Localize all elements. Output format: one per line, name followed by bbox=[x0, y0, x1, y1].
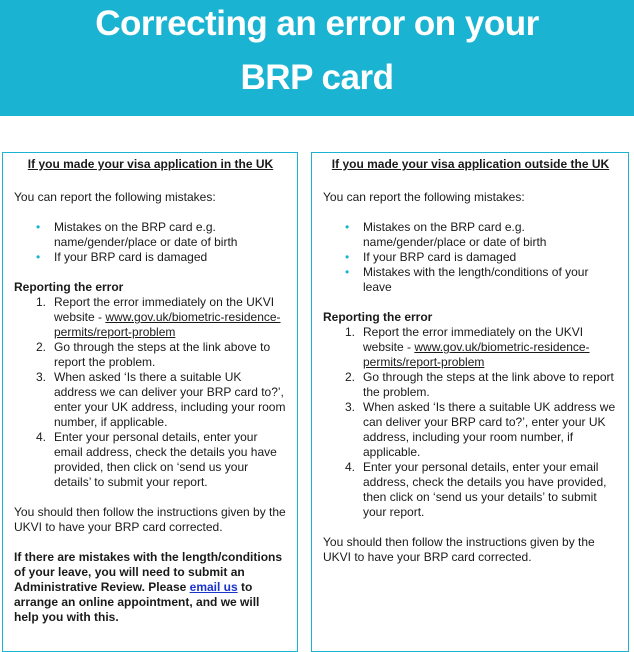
outside-uk-follow-text: You should then follow the instructions given by the UKVI to have your BRP card corrected. bbox=[323, 535, 595, 564]
in-uk-reporting-heading: Reporting the error bbox=[14, 280, 124, 294]
page-title-line-2: BRP card bbox=[240, 58, 394, 97]
outside-uk-reporting-heading: Reporting the error bbox=[323, 310, 433, 324]
step-item: 3. When asked ‘Is there a suitable UK address we can deliver your BRP card to?’, enter your UK address, including your room number, if applicable. bbox=[36, 370, 286, 429]
step-item: 3. When asked ‘Is there a suitable UK address we can deliver your BRP card to?’, enter your UK address, including your room number, if applicable. bbox=[345, 400, 616, 459]
bullet-icon: • bbox=[36, 250, 41, 264]
in-uk-intro: You can report the following mistakes: bbox=[14, 190, 216, 204]
outside-uk-heading: If you made your visa application outside the UK bbox=[331, 157, 610, 171]
email-us-link[interactable]: email us bbox=[189, 580, 238, 594]
list-item: • Mistakes on the BRP card e.g. name/gender/place or date of birth bbox=[345, 220, 547, 249]
in-uk-follow-text: You should then follow the instructions given by the UKVI to have your BRP card corrected. bbox=[14, 505, 286, 534]
page-title-line-1: Correcting an error on your bbox=[95, 4, 539, 43]
step-item: 2. Go through the steps at the link above to report the problem. bbox=[36, 340, 271, 369]
bullet-icon: • bbox=[345, 250, 350, 264]
title-banner bbox=[0, 0, 634, 116]
report-problem-link[interactable]: www.gov.uk/biometric-residence-permits/report-problem bbox=[363, 340, 590, 369]
in-uk-steps-list bbox=[14, 295, 287, 490]
in-uk-column bbox=[2, 152, 298, 652]
step-item: 4. Enter your personal details, enter your email address, check the details you have provided, then click on ‘send us your details’ to submit your report. bbox=[345, 460, 607, 519]
outside-uk-intro: You can report the following mistakes: bbox=[323, 190, 525, 204]
outside-uk-mistakes-list bbox=[323, 220, 618, 295]
list-item: • If your BRP card is damaged bbox=[345, 250, 517, 264]
list-item: • Mistakes with the length/conditions of your leave bbox=[345, 265, 589, 294]
bullet-icon: • bbox=[345, 265, 350, 279]
outside-uk-column bbox=[311, 152, 629, 652]
list-item: • If your BRP card is damaged bbox=[36, 250, 208, 264]
step-item: 2. Go through the steps at the link above to report the problem. bbox=[345, 370, 614, 399]
in-uk-mistakes-list bbox=[14, 220, 287, 265]
in-uk-closing-text: If there are mistakes with the length/conditions of your leave, you will need to submit an Administrative Review. Please email us to arrange an online appointment, and we will help you with this. bbox=[14, 550, 283, 624]
in-uk-heading: If you made your visa application in the UK bbox=[27, 157, 274, 171]
bullet-icon: • bbox=[36, 220, 41, 234]
step-item: 4. Enter your personal details, enter your email address, check the details you have provided, then click on ‘send us your details’ to submit your report. bbox=[36, 430, 277, 489]
bullet-icon: • bbox=[345, 220, 350, 234]
report-problem-link[interactable]: www.gov.uk/biometric-residence-permits/report-problem bbox=[54, 310, 281, 339]
outside-uk-steps-list bbox=[323, 325, 618, 520]
step-item: 1. Report the error immediately on the UKVI website - www.gov.uk/biometric-residence-permits/report-problem bbox=[36, 295, 281, 339]
step-item: 1. Report the error immediately on the UKVI website - www.gov.uk/biometric-residence-permits/report-problem bbox=[345, 325, 590, 369]
list-item: • Mistakes on the BRP card e.g. name/gender/place or date of birth bbox=[36, 220, 238, 249]
